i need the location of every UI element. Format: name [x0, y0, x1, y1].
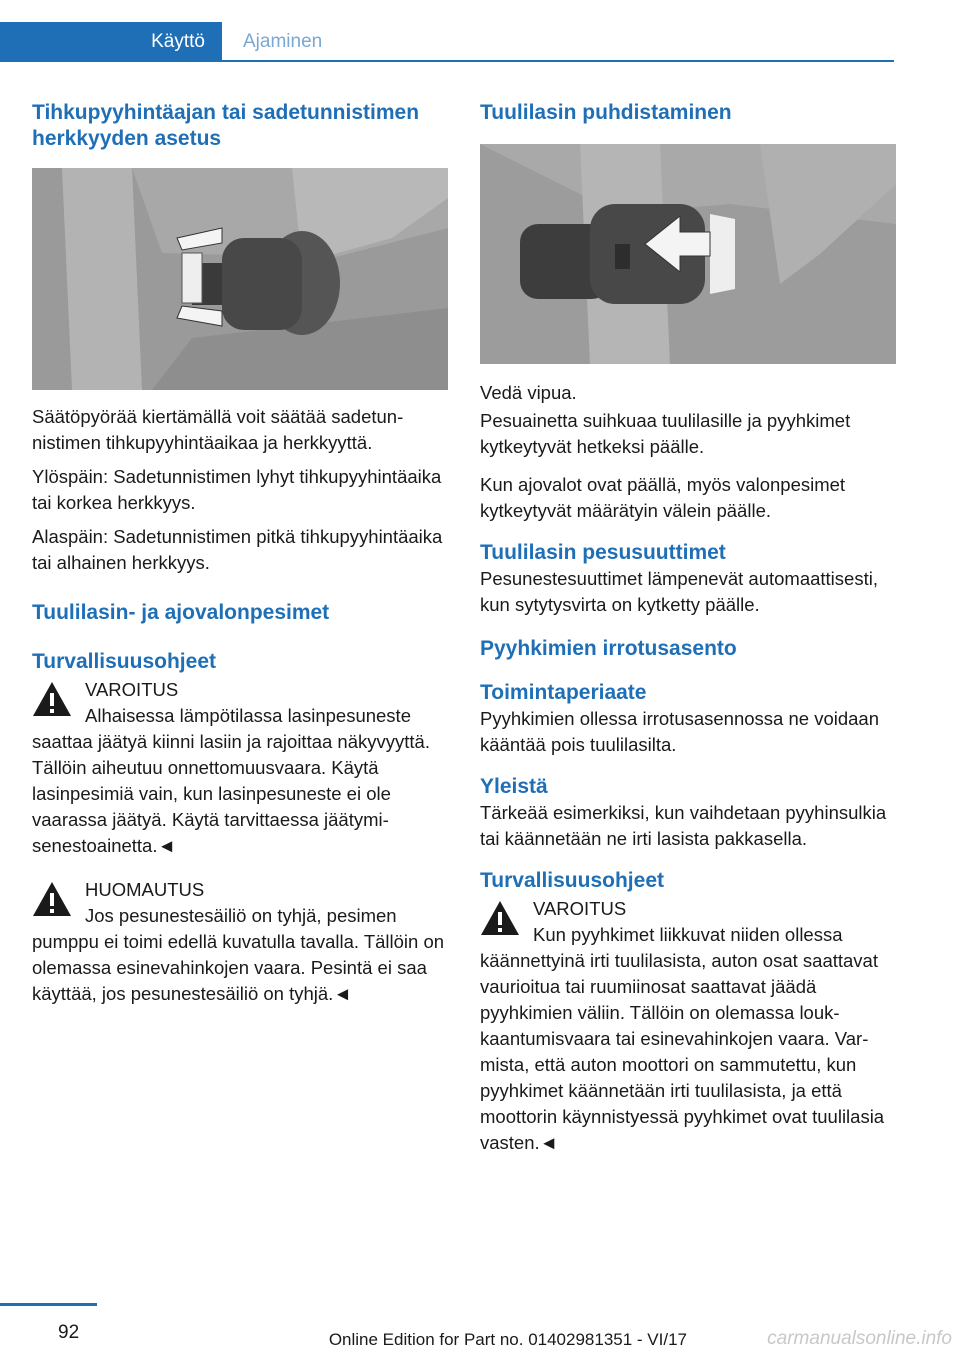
notice-title: HUOMAUTUS — [85, 879, 205, 900]
notice-block-empty-reservoir — [32, 877, 448, 1007]
footer-divider — [0, 1303, 97, 1306]
warning-title-right: VAROITUS — [533, 898, 627, 919]
warning-triangle-icon — [32, 881, 72, 917]
paragraph-down: Alaspäin: Sadetunnistimen pitkä tihkupyyhintäaika tai alhainen herkkyys. — [32, 526, 443, 573]
wiper-stalk-illustration — [32, 168, 448, 390]
section-heading-foldout: Pyyhkimien irrotusasento — [480, 637, 737, 660]
subheading-safety-right: Turvallisuusohjeet — [480, 869, 664, 892]
warning-title: VAROITUS — [85, 679, 179, 700]
paragraph-thumbwheel: Säätöpyörää kiertämällä voit säätää sadetunnistimen tihkupyyhintäaikaa ja herkkyyttä. — [32, 406, 404, 453]
paragraph-general: Tärkeää esimerkiksi, kun vaihdetaan pyyhinsulkia tai käännetään ne irti lasista pakkasella. — [480, 802, 887, 849]
section-heading-nozzles: Tuulilasin pesusuuttimet — [480, 541, 726, 564]
notice-text: Jos pesunestesäiliö on tyhjä, pesimen pumppu ei toimi edellä kuvatulla tavalla. Tällöin on olemassa esinevahinkojen vaara. Pesintä ei saa käyttää, jos pesunestesäiliö on tyhjä.◄ — [32, 905, 445, 1004]
paragraph-spray: Pesuainetta suihkuaa tuulilasille ja pyyhkimet kytkeytyvät hetkeksi päälle. — [480, 410, 851, 457]
header-tabs — [0, 22, 894, 62]
section-heading-washers: Tuulilasin- ja ajovalonpesimet — [32, 601, 330, 624]
edition-note: Online Edition for Part no. 01402981351 - VI/17 — [328, 1330, 687, 1349]
left-column — [32, 100, 448, 1007]
section-heading-wiper-interval: Tihkupyyhintäajan tai sadetunnistimen herkkyyden asetus — [32, 101, 420, 150]
stalk-pull-illustration — [480, 144, 896, 364]
paragraph-principle: Pyyhkimien ollessa irrotusasennossa ne voidaan kääntää pois tuulilasilta. — [480, 708, 879, 755]
tab-ajaminen[interactable]: Ajaminen — [243, 31, 323, 52]
watermark: carmanualsonline.info — [767, 1328, 952, 1349]
tab-kaytto[interactable]: Käyttö — [0, 22, 222, 60]
subheading-general: Yleistä — [480, 775, 548, 798]
warning-triangle-icon — [480, 900, 520, 936]
figure-wiper-stalk-pull — [480, 144, 896, 364]
paragraph-headlight-washers: Kun ajovalot ovat päällä, myös valonpesimet kytkeytyvät määrätyin välein päälle. — [480, 474, 846, 521]
warning-text: Alhaisessa lämpötilassa lasinpesuneste saattaa jäätyä kiinni lasiin ja rajoittaa näkyvyyttä. Tällöin aiheutuu onnettomuusvaara. Käytä lasinpesimiä vain, kun lasinpesuneste ei ole vaarassa jäätyä. Käytä tarvittaessa jäätymisenestoainetta.◄ — [32, 705, 430, 856]
header-divider — [0, 60, 894, 62]
page-number: 92 — [58, 1322, 80, 1343]
subheading-safety: Turvallisuusohjeet — [32, 650, 216, 673]
right-column — [480, 100, 896, 1156]
figure-wiper-thumbwheel — [32, 168, 448, 390]
warning-block-foldout — [480, 896, 896, 1156]
subheading-principle: Toimintaperiaate — [480, 681, 647, 704]
section-heading-cleaning: Tuulilasin puhdistaminen — [480, 101, 732, 124]
paragraph-up: Ylöspäin: Sadetunnistimen lyhyt tihkupyyhintäaika tai korkea herkkyys. — [32, 466, 442, 513]
paragraph-pull-stalk: Vedä vipua. — [480, 382, 577, 403]
paragraph-nozzles: Pesunestesuuttimet lämpenevät automaattisesti, kun sytytysvirta on kytketty päälle. — [480, 568, 878, 615]
warning-triangle-icon — [32, 681, 72, 717]
warning-block-freeze — [32, 677, 448, 859]
warning-text-right: Kun pyyhkimet liikkuvat niiden ollessa käännettyinä irti tuulilasista, auton osat saattavat vaurioitua tai ruumiinosat saattavat jäädä pyyhkimien väliin. Tällöin on olemassa loukkaantumisvaara tai esinevahinkojen vaara. Varmista, että auton moottori on sammutettu, kun pyyhkimet käännetään irti tuulilasista, ja että moottorin käynnistyessä pyyhkimet ovat tuulilasia vasten.◄ — [480, 924, 885, 1153]
